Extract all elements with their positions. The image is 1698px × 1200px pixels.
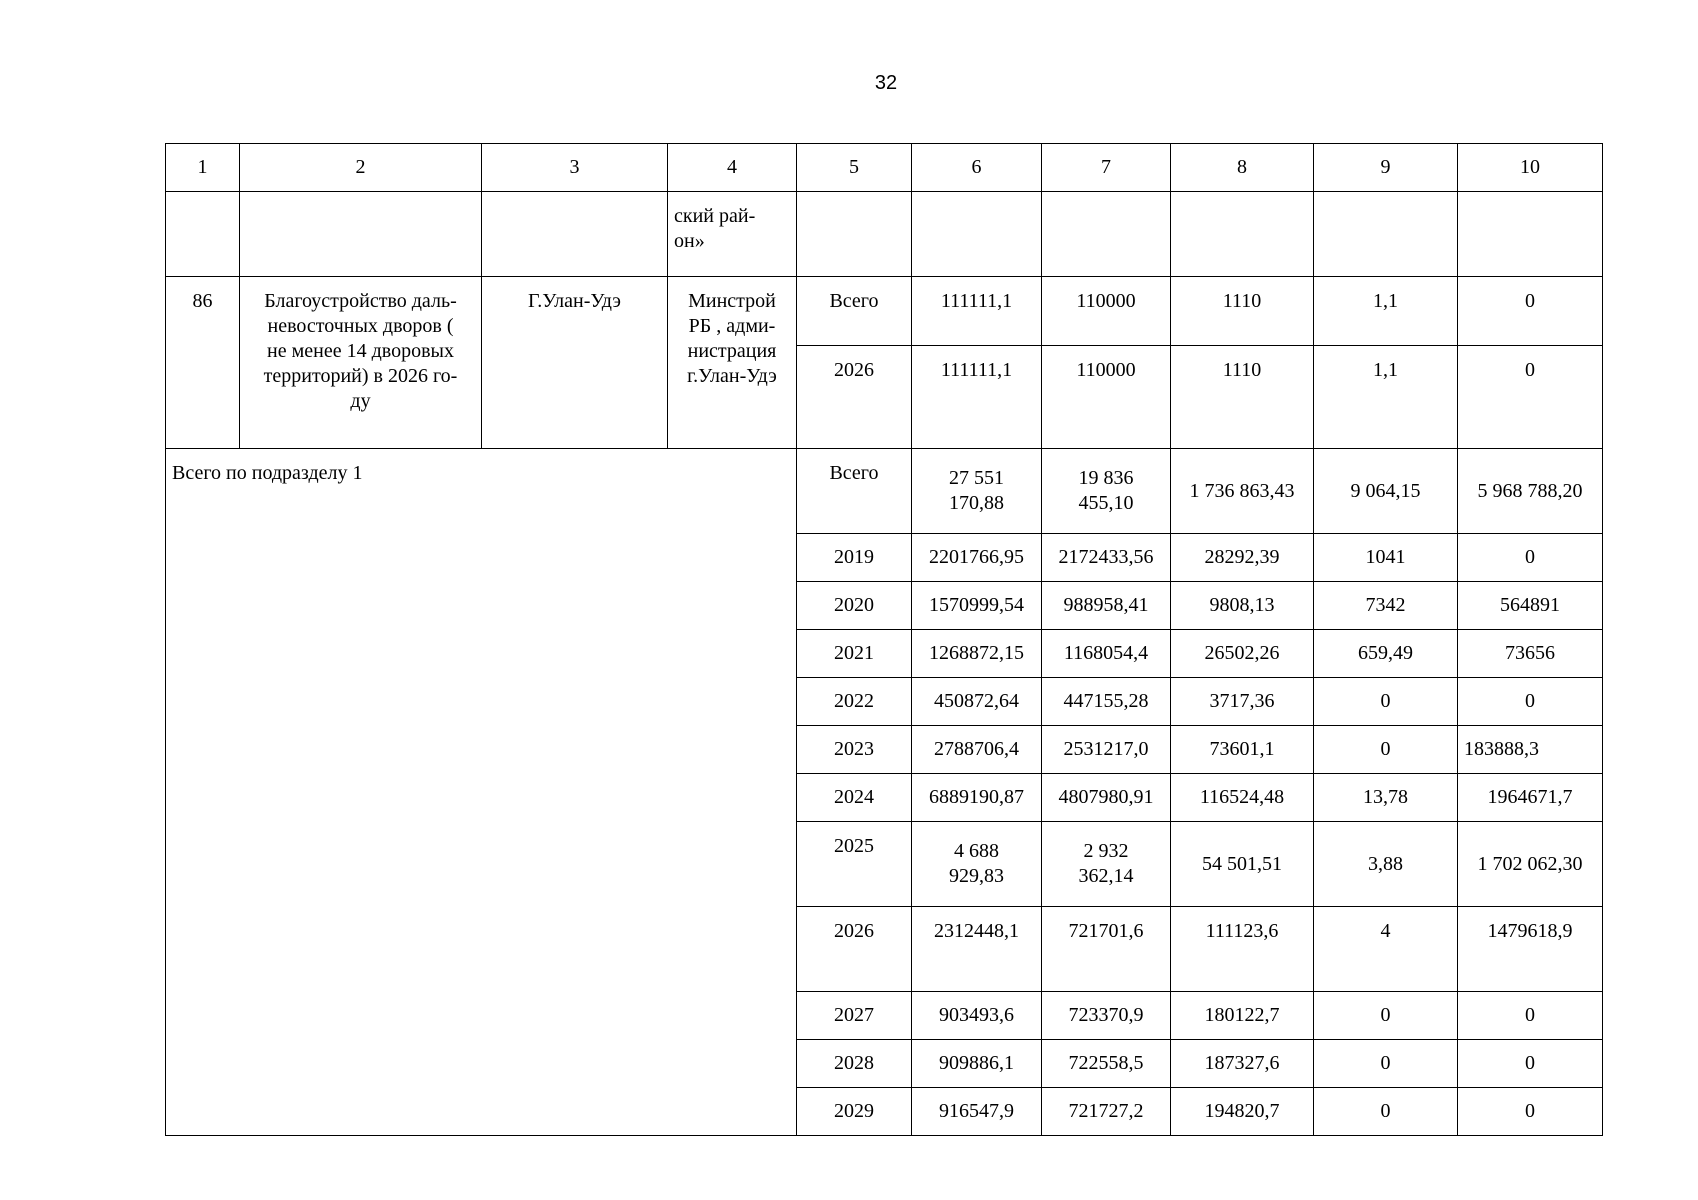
value-cell: 54 501,51 (1171, 822, 1314, 907)
value-cell: 26502,26 (1171, 630, 1314, 678)
value-cell: 723370,9 (1042, 992, 1171, 1040)
value-cell: 0 (1458, 678, 1603, 726)
value-cell: 988958,41 (1042, 582, 1171, 630)
value-cell: 0 (1314, 678, 1458, 726)
header-row (166, 144, 1603, 192)
event-location: Г.Улан-Удэ (482, 277, 668, 449)
value-cell: 1110 (1171, 346, 1314, 449)
event-name: Благоустройство даль- невосточных дворов ( не менее 14 дворовых территорий) в 2026 го- ду (240, 277, 482, 449)
value-cell: 1168054,4 (1042, 630, 1171, 678)
event-executor: Минстрой РБ , адми- нистрация г.Улан-Удэ (668, 277, 797, 449)
value-cell: 7342 (1314, 582, 1458, 630)
value-cell: 1 736 863,43 (1171, 449, 1314, 534)
value-cell: 111111,1 (912, 277, 1042, 346)
row-number: 86 (166, 277, 240, 449)
header-cell: 5 (797, 144, 912, 192)
table-row (166, 277, 1603, 346)
header-cell: 7 (1042, 144, 1171, 192)
value-cell: 909886,1 (912, 1040, 1042, 1088)
value-cell: 721701,6 (1042, 907, 1171, 992)
value-cell: 0 (1314, 726, 1458, 774)
value-cell: 1479618,9 (1458, 907, 1603, 992)
value-cell: 2531217,0 (1042, 726, 1171, 774)
value-cell: 903493,6 (912, 992, 1042, 1040)
value-cell: 110000 (1042, 277, 1171, 346)
value-cell: 0 (1458, 534, 1603, 582)
value-cell: 450872,64 (912, 678, 1042, 726)
value-cell: 13,78 (1314, 774, 1458, 822)
table-cell (166, 192, 240, 277)
total-row (166, 449, 1603, 534)
period-cell: Всего (797, 449, 912, 534)
period-cell: 2026 (797, 907, 912, 992)
value-cell: 4 688 929,83 (912, 822, 1042, 907)
value-cell: 1,1 (1314, 346, 1458, 449)
table-cell (1458, 192, 1603, 277)
period-cell: 2026 (797, 346, 912, 449)
period-cell: 2024 (797, 774, 912, 822)
value-cell: 2788706,4 (912, 726, 1042, 774)
period-cell: 2021 (797, 630, 912, 678)
value-cell: 5 968 788,20 (1458, 449, 1603, 534)
value-cell: 722558,5 (1042, 1040, 1171, 1088)
value-cell: 1570999,54 (912, 582, 1042, 630)
header-cell: 8 (1171, 144, 1314, 192)
header-cell: 3 (482, 144, 668, 192)
subsection-total-label: Всего по подразделу 1 (166, 449, 797, 1136)
value-cell: 2201766,95 (912, 534, 1042, 582)
value-cell: 6889190,87 (912, 774, 1042, 822)
value-cell: 4807980,91 (1042, 774, 1171, 822)
value-cell: 0 (1314, 992, 1458, 1040)
table-cell (240, 192, 482, 277)
value-cell: 9808,13 (1171, 582, 1314, 630)
executor-continuation: ский рай- он» (668, 192, 797, 277)
value-cell: 183888,3 (1458, 726, 1603, 774)
value-cell: 1268872,15 (912, 630, 1042, 678)
header-cell: 6 (912, 144, 1042, 192)
period-cell: 2025 (797, 822, 912, 907)
period-cell: 2028 (797, 1040, 912, 1088)
period-cell: 2027 (797, 992, 912, 1040)
page-number: 32 (874, 72, 898, 94)
value-cell: 3,88 (1314, 822, 1458, 907)
value-cell: 0 (1458, 1040, 1603, 1088)
value-cell: 194820,7 (1171, 1088, 1314, 1136)
header-cell: 2 (240, 144, 482, 192)
value-cell: 180122,7 (1171, 992, 1314, 1040)
period-cell: 2019 (797, 534, 912, 582)
value-cell: 1110 (1171, 277, 1314, 346)
table-cell (1171, 192, 1314, 277)
value-cell: 447155,28 (1042, 678, 1171, 726)
period-cell: 2020 (797, 582, 912, 630)
value-cell: 2 932 362,14 (1042, 822, 1171, 907)
period-cell: 2029 (797, 1088, 912, 1136)
period-cell: 2023 (797, 726, 912, 774)
header-cell: 9 (1314, 144, 1458, 192)
period-cell: 2022 (797, 678, 912, 726)
value-cell: 0 (1458, 1088, 1603, 1136)
value-cell: 4 (1314, 907, 1458, 992)
continuation-row (166, 192, 1603, 277)
value-cell: 1,1 (1314, 277, 1458, 346)
value-cell: 1041 (1314, 534, 1458, 582)
value-cell: 0 (1314, 1040, 1458, 1088)
value-cell: 659,49 (1314, 630, 1458, 678)
header-cell: 10 (1458, 144, 1603, 192)
value-cell: 0 (1458, 346, 1603, 449)
value-cell: 116524,48 (1171, 774, 1314, 822)
table-cell (1042, 192, 1171, 277)
value-cell: 564891 (1458, 582, 1603, 630)
value-cell: 0 (1458, 992, 1603, 1040)
header-cell: 1 (166, 144, 240, 192)
value-cell: 2172433,56 (1042, 534, 1171, 582)
value-cell: 27 551 170,88 (912, 449, 1042, 534)
table-cell (797, 192, 912, 277)
value-cell: 0 (1458, 277, 1603, 346)
value-cell: 1964671,7 (1458, 774, 1603, 822)
value-cell: 28292,39 (1171, 534, 1314, 582)
value-cell: 0 (1314, 1088, 1458, 1136)
value-cell: 73656 (1458, 630, 1603, 678)
period-cell: Всего (797, 277, 912, 346)
value-cell: 19 836 455,10 (1042, 449, 1171, 534)
value-cell: 9 064,15 (1314, 449, 1458, 534)
budget-table (165, 143, 1603, 1136)
value-cell: 110000 (1042, 346, 1171, 449)
value-cell: 73601,1 (1171, 726, 1314, 774)
value-cell: 111123,6 (1171, 907, 1314, 992)
value-cell: 187327,6 (1171, 1040, 1314, 1088)
table-cell (912, 192, 1042, 277)
table-cell (1314, 192, 1458, 277)
table-cell (482, 192, 668, 277)
value-cell: 721727,2 (1042, 1088, 1171, 1136)
value-cell: 2312448,1 (912, 907, 1042, 992)
value-cell: 916547,9 (912, 1088, 1042, 1136)
value-cell: 1 702 062,30 (1458, 822, 1603, 907)
header-cell: 4 (668, 144, 797, 192)
value-cell: 3717,36 (1171, 678, 1314, 726)
value-cell: 111111,1 (912, 346, 1042, 449)
